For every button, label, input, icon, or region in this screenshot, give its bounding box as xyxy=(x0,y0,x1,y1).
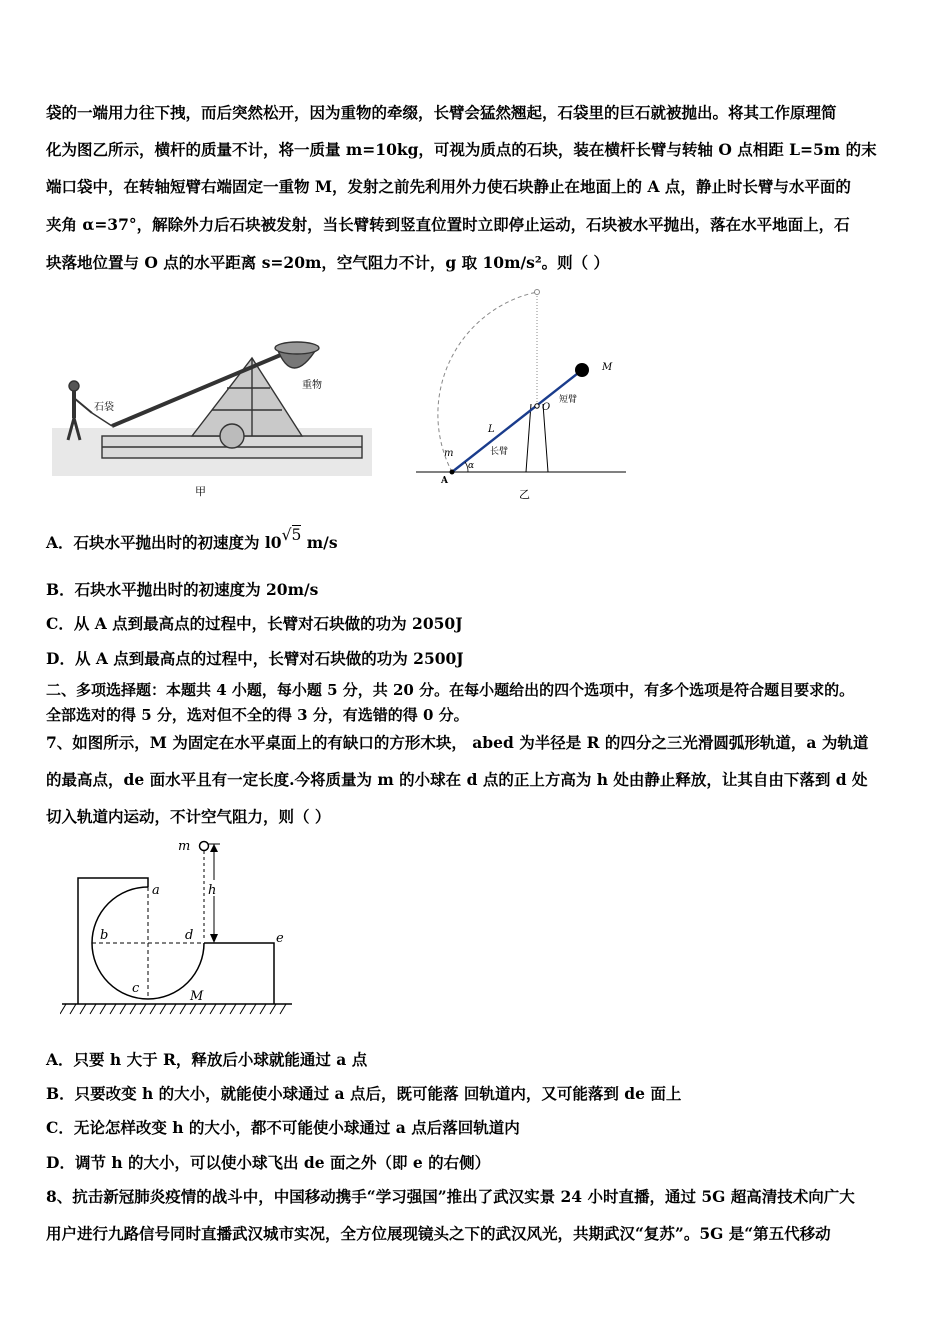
figure-caption-jia: 甲 xyxy=(195,485,206,498)
label-weight: 重物 xyxy=(302,380,322,391)
label-b: b xyxy=(100,928,109,943)
q6-intro-line-2: 化为图乙所示，横杆的质量不计，将一质量 m=10kg，可视为质点的石块，装在横杆长臂与转轴 O 点相距 L=5m 的末 xyxy=(46,140,877,159)
q7-stem-line-1: 7、如图所示，M 为固定在水平桌面上的有缺口的方形木块， abed 为半径是 R 的四分之三光滑圆弧形轨道，a 为轨道 xyxy=(46,733,869,752)
q7-option-a: A．只要 h 大于 R，释放后小球就能通过 a 点 xyxy=(46,1050,368,1069)
section-2-line-2: 全部选对的得 5 分，选对但不全的得 3 分，有选错的得 0 分。 xyxy=(46,706,469,724)
label-short-arm: 短臂 xyxy=(559,395,578,405)
q8-stem-line-1: 8、抗击新冠肺炎疫情的战斗中，中国移动携手“学习强国”推出了武汉实景 24 小时直播，通过 5G 超高清技术向广大 xyxy=(46,1187,855,1206)
label-e: e xyxy=(276,931,284,946)
label-stone-bag: 石袋 xyxy=(94,402,114,413)
label-c: c xyxy=(132,981,140,996)
sqrt-sign: √ xyxy=(281,526,292,544)
q7-stem-line-3: 切入轨道内运动，不计空气阻力，则（ ） xyxy=(46,807,331,826)
label-long-arm: 长臂 xyxy=(490,447,509,457)
q8-stem-line-2: 用户进行九路信号同时直播武汉城市实况，全方位展现镜头之下的武汉风光，共期武汉“复苏”。5G 是“第五代移动 xyxy=(46,1224,831,1243)
q6-option-a xyxy=(46,526,338,553)
label-alpha: α xyxy=(468,461,475,471)
q6-option-a-unit: m/s xyxy=(301,533,338,552)
q7-option-d: D．调节 h 的大小，可以使小球飞出 de 面之外（即 e 的右侧） xyxy=(46,1153,491,1172)
label-L: L xyxy=(488,424,495,435)
trebuchet-illustration xyxy=(52,318,372,478)
label-M: M xyxy=(602,362,613,373)
section-2-heading xyxy=(46,678,916,728)
q6-intro-line-4: 夹角 α=37°，解除外力后石块被发射，当长臂转到竖直位置时立即停止运动，石块被水平抛出，落在水平地面上，石 xyxy=(46,215,850,234)
label-A: A xyxy=(441,476,448,484)
q6-option-c: C．从 A 点到最高点的过程中，长臂对石块做的功为 2050J xyxy=(46,614,463,633)
label-a: a xyxy=(152,883,160,898)
figure-caption-yi: 乙 xyxy=(519,488,530,501)
lever-diagram xyxy=(412,284,630,484)
q6-intro-line-1: 袋的一端用力往下拽，而后突然松开，因为重物的牵缀，长臂会猛然翘起，石袋里的巨石就被抛出。将其工作原理简 xyxy=(46,103,837,122)
q6-option-b: B．石块水平抛出时的初速度为 20m/s xyxy=(46,580,319,599)
sqrt-radicand: 5 xyxy=(291,526,302,544)
label-ball-m: m xyxy=(178,839,191,854)
track-diagram xyxy=(60,832,300,1022)
label-m: m xyxy=(444,448,454,459)
q6-intro-line-3: 端口袋中，在转轴短臂右端固定一重物 M，发射之前先利用外力使石块静止在地面上的 A 点，静止时长臂与水平面的 xyxy=(46,177,851,196)
q7-option-c: C．无论怎样改变 h 的大小，都不可能使小球通过 a 点后落回轨道内 xyxy=(46,1118,520,1137)
q6-option-a-text: A．石块水平抛出时的初速度为 l0 xyxy=(46,533,282,552)
label-block-M: M xyxy=(190,989,204,1004)
label-d: d xyxy=(185,928,194,943)
q6-option-d: D．从 A 点到最高点的过程中，长臂对石块做的功为 2500J xyxy=(46,649,464,668)
label-h: h xyxy=(208,883,217,898)
section-2-line-1: 二、多项选择题：本题共 4 小题，每小题 5 分，共 20 分。在每小题给出的四个选项中，有多个选项是符合题目要求的。 xyxy=(46,681,855,699)
q7-stem-line-2: 的最高点，de 面水平且有一定长度.今将质量为 m 的小球在 d 点的正上方高为 h 处由静止释放，让其自由下落到 d 处 xyxy=(46,770,868,789)
q7-option-b: B．只要改变 h 的大小，就能使小球通过 a 点后，既可能落 回轨道内，又可能落到 de 面上 xyxy=(46,1084,682,1103)
q6-intro-line-5: 块落地位置与 O 点的水平距离 s=20m，空气阻力不计，g 取 10m/s²。则（ ） xyxy=(46,253,610,272)
label-O: O xyxy=(542,402,551,413)
